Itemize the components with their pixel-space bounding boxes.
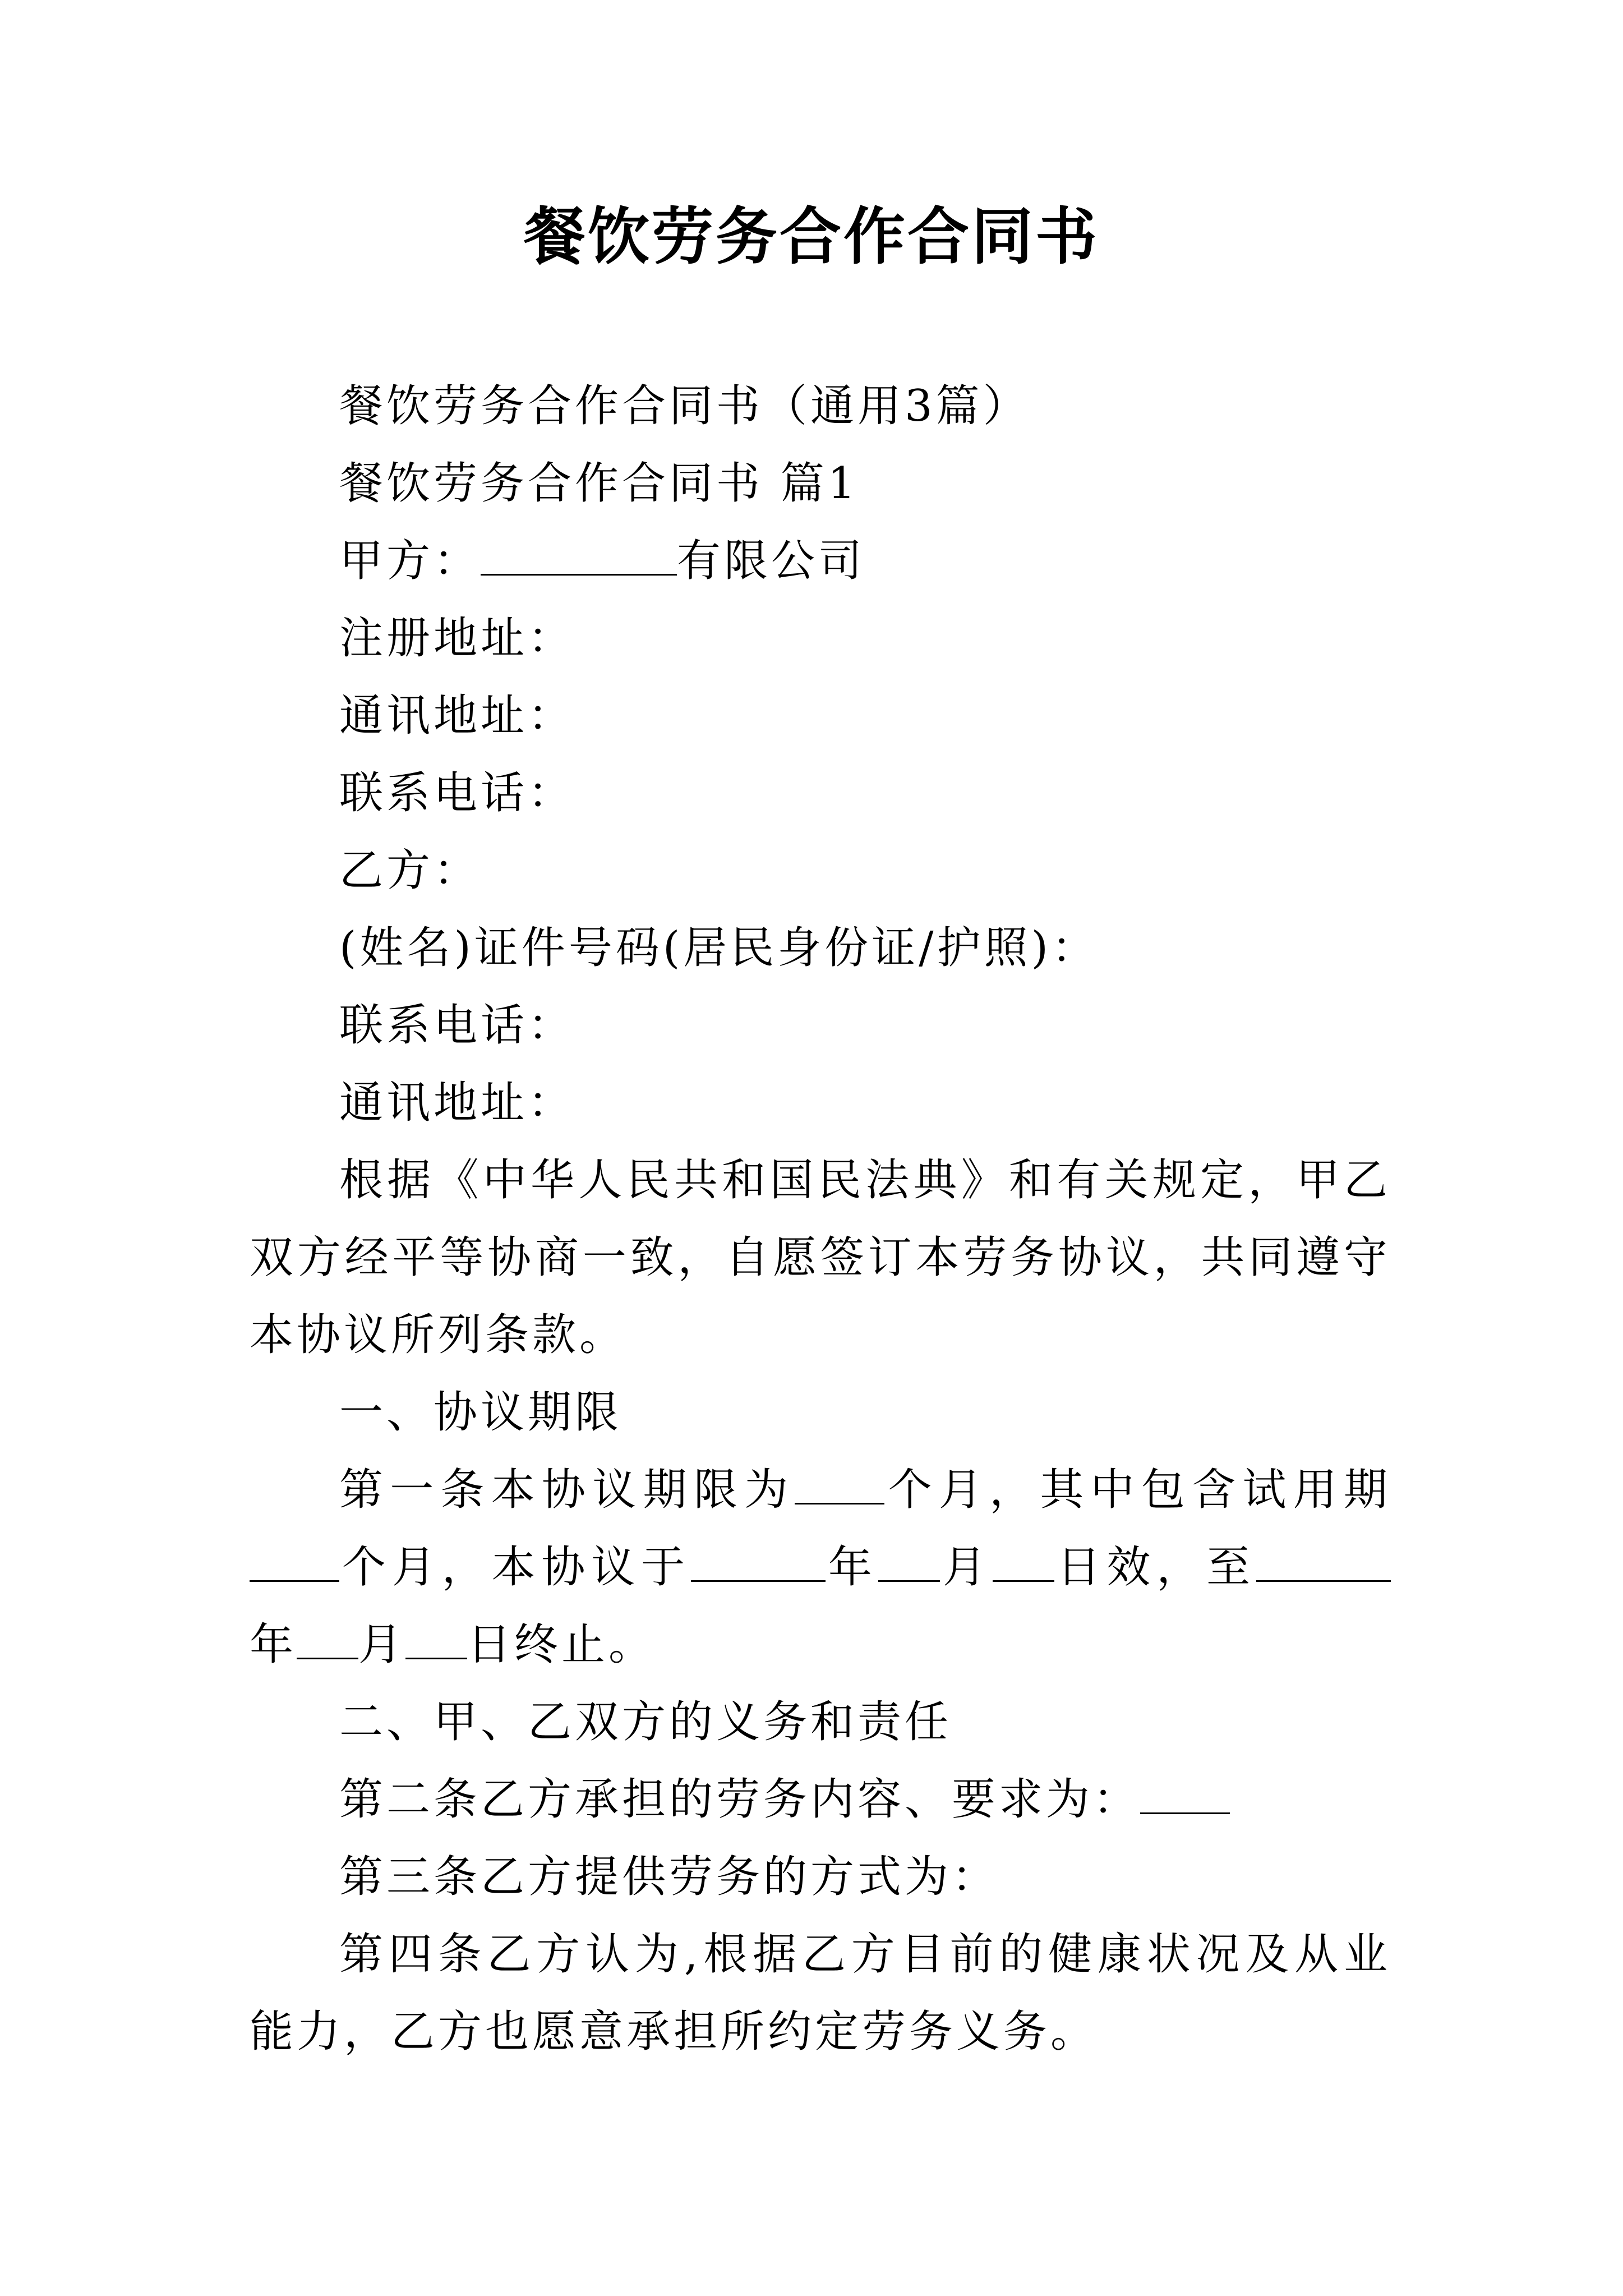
party-a-label: 甲方： xyxy=(339,536,481,586)
document-body xyxy=(250,367,1391,2070)
section-heading: 餐饮劳务合作合同书 篇1 xyxy=(339,458,859,509)
article-1-part-3: 个月，本协议于 xyxy=(339,1542,691,1593)
end-year-label: 年 xyxy=(250,1619,297,1670)
end-month-blank xyxy=(297,1618,358,1659)
party-a-name-blank xyxy=(481,535,677,576)
section-2-title: 二、甲、乙双方的义务和责任 xyxy=(339,1697,952,1747)
article-2-line xyxy=(250,1761,1391,1838)
end-month-label: 月 xyxy=(358,1619,406,1670)
start-day-label: 日效，至 xyxy=(1054,1542,1256,1593)
start-month-blank xyxy=(878,1541,940,1582)
registered-address-label: 注册地址： xyxy=(339,613,575,664)
end-day-label: 日终止。 xyxy=(467,1619,656,1670)
party-a-suffix: 有限公司 xyxy=(677,536,866,586)
subtitle: 餐饮劳务合作合同书（通用3篇） xyxy=(339,381,1030,431)
mailing-address-a-label: 通讯地址： xyxy=(339,691,575,741)
service-content-blank xyxy=(1140,1773,1230,1814)
article-2-text: 第二条乙方承担的劳务内容、要求为： xyxy=(339,1774,1141,1825)
start-month-label: 月 xyxy=(939,1542,993,1593)
start-day-blank xyxy=(993,1541,1054,1582)
section-1-title: 一、协议期限 xyxy=(339,1387,623,1438)
article-4-paragraph: 第四条乙方认为,根据乙方目前的健康状况及从业能力，乙方也愿意承担所约定劳务义务。 xyxy=(250,1929,1391,2057)
term-months-blank xyxy=(795,1464,884,1504)
start-year-label: 年 xyxy=(826,1542,878,1593)
probation-months-blank xyxy=(250,1541,339,1582)
article-3-line: 第三条乙方提供劳务的方式为： xyxy=(339,1852,999,1902)
id-number-label: (姓名)证件号码(居民身份证/护照)： xyxy=(339,923,1099,973)
party-a-line xyxy=(250,522,1391,600)
party-b-label: 乙方： xyxy=(339,845,481,896)
document-title: 餐饮劳务合作合同书 xyxy=(524,200,1099,273)
phone-a-label: 联系电话： xyxy=(339,768,575,818)
end-year-blank xyxy=(1256,1541,1391,1582)
end-day-blank xyxy=(405,1618,467,1659)
article-1-part-2: 个月，其中包含试用期 xyxy=(884,1465,1391,1515)
article-1-paragraph xyxy=(250,1451,1391,1683)
phone-b-label: 联系电话： xyxy=(339,1000,575,1051)
start-year-blank xyxy=(691,1541,826,1582)
preamble-paragraph: 根据《中华人民共和国民法典》和有关规定，甲乙双方经平等协商一致，自愿签订本劳务协议，共同遵守本协议所列条款。 xyxy=(250,1155,1391,1360)
article-1-part-1: 第一条本协议期限为 xyxy=(339,1465,795,1515)
mailing-address-b-label: 通讯地址： xyxy=(339,1078,575,1128)
